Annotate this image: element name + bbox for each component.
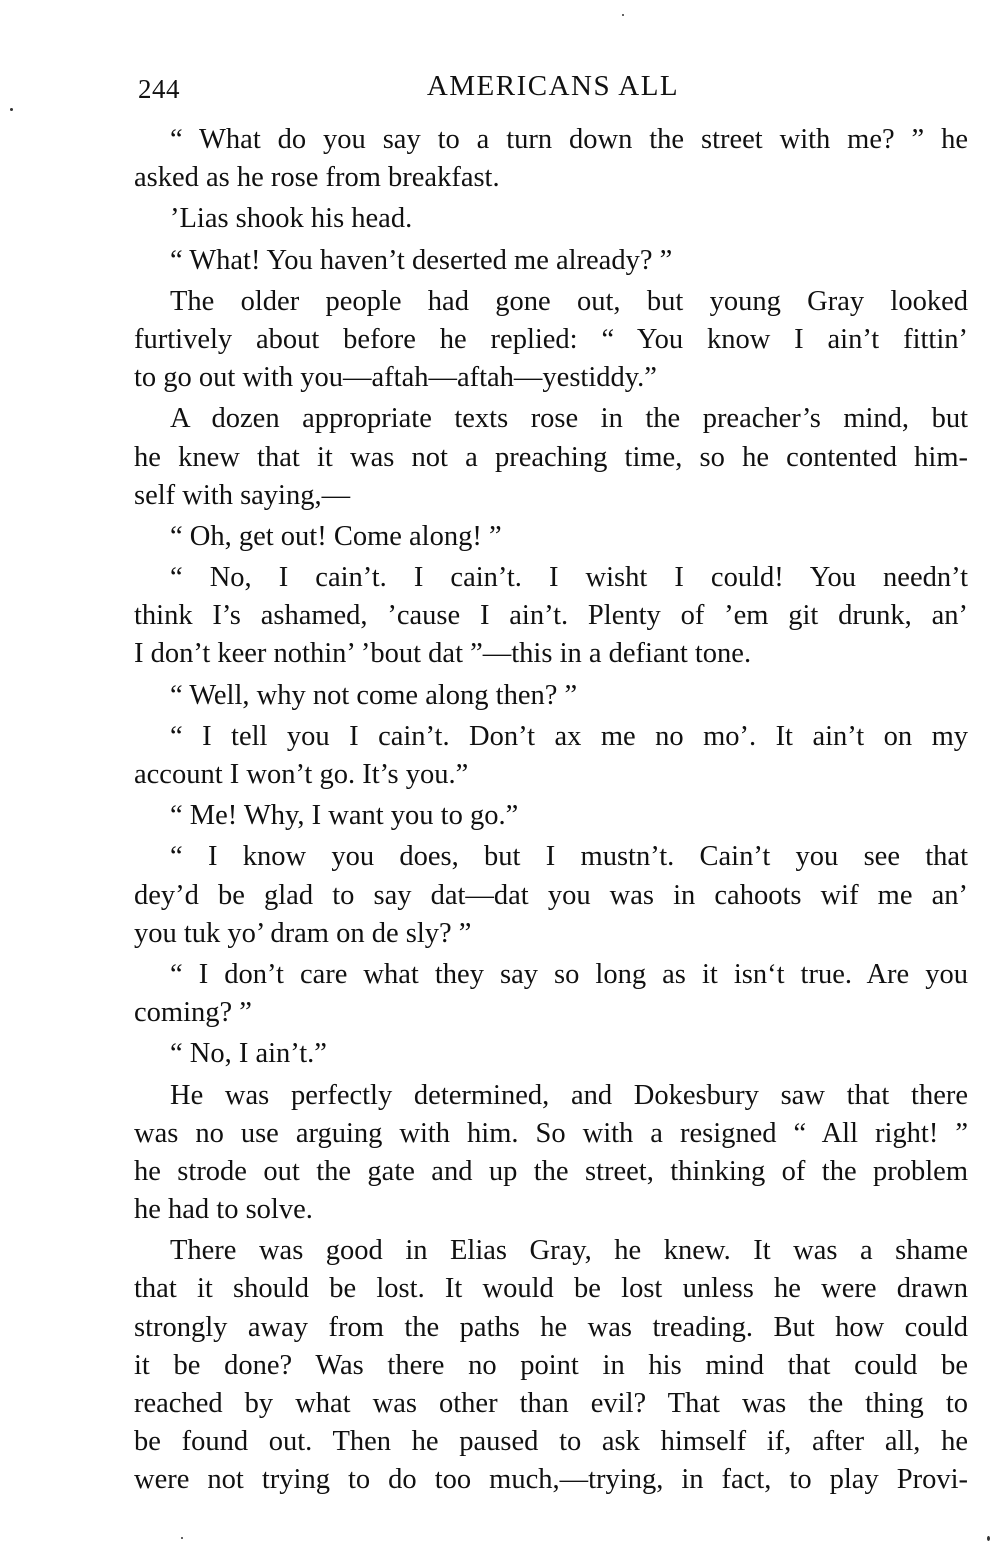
- text-line: furtively about before he replied: “ You know I ain’t fittin’: [134, 323, 968, 355]
- paragraph-first-line: “ Well, why not come along then? ”: [170, 679, 578, 711]
- page-number: 244: [138, 74, 180, 104]
- text-line: self with saying,—: [134, 479, 351, 511]
- paragraph-first-line: There was good in Elias Gray, he knew. It was a shame: [170, 1235, 968, 1267]
- text-line: were not trying to do too much,—trying, in fact, to play Provi-: [134, 1464, 968, 1496]
- text-line: that it should be lost. It would be lost unless he were drawn: [134, 1273, 968, 1305]
- paragraph-first-line: He was perfectly determined, and Dokesbury saw that there: [170, 1079, 968, 1111]
- text-line: he strode out the gate and up the street, thinking of the problem: [134, 1155, 968, 1187]
- scan-speck: [987, 1536, 990, 1541]
- paragraph-first-line: A dozen appropriate texts rose in the preacher’s mind, but: [170, 403, 968, 435]
- paragraph-first-line: “ No, I cain’t. I cain’t. I wisht I could! You needn’t: [170, 562, 968, 594]
- text-line: to go out with you—aftah—aftah—yestiddy.”: [134, 362, 657, 394]
- text-line: reached by what was other than evil? That was the thing to: [134, 1388, 968, 1419]
- text-line: coming? ”: [134, 997, 252, 1029]
- page-header: [138, 62, 968, 112]
- paragraph-first-line: ’Lias shook his head.: [170, 203, 413, 235]
- paragraph-first-line: The older people had gone out, but young Gray looked: [170, 285, 968, 317]
- text-line: account I won’t go. It’s you.”: [134, 759, 469, 790]
- text-line: asked as he rose from breakfast.: [134, 162, 500, 194]
- running-title: AMERICANS ALL: [426, 70, 680, 102]
- paragraph-first-line: “ What! You haven’t deserted me already? ”: [170, 244, 673, 276]
- text-line: think I’s ashamed, ’cause I ain’t. Plenty of ’em git drunk, an’: [134, 600, 968, 632]
- text-line: strongly away from the paths he was treading. But how could: [134, 1311, 968, 1343]
- paragraph-first-line: “ What do you say to a turn down the street with me? ” he: [170, 124, 968, 155]
- paragraph-first-line: “ I tell you I cain’t. Don’t ax me no mo’. It ain’t on my: [170, 720, 968, 752]
- scan-speck: [10, 108, 13, 111]
- text-line: dey’d be glad to say dat—dat you was in cahoots wif me an’: [134, 879, 968, 911]
- text-line: be found out. Then he paused to ask himself if, after all, he: [134, 1426, 968, 1458]
- paragraph-first-line: “ I know you does, but I mustn’t. Cain’t you see that: [170, 841, 968, 873]
- text-line: I don’t keer nothin’ ’bout dat ”—this in a defiant tone.: [134, 638, 752, 670]
- body-text: [134, 121, 968, 1500]
- scan-speck: [181, 1537, 183, 1539]
- paragraph-first-line: “ Me! Why, I want you to go.”: [170, 800, 519, 832]
- text-line: he had to solve.: [134, 1194, 313, 1226]
- paragraph-first-line: “ I don’t care what they say so long as it isn‘t true. Are you: [170, 958, 968, 990]
- text-line: you tuk yo’ dram on de sly? ”: [134, 917, 472, 949]
- text-line: he knew that it was not a preaching time, so he contented him-: [134, 441, 968, 473]
- scan-speck: [622, 14, 624, 16]
- paragraph-first-line: “ No, I ain’t.”: [170, 1038, 327, 1070]
- paragraph-first-line: “ Oh, get out! Come along! ”: [170, 520, 502, 552]
- text-line: was no use arguing with him. So with a resigned “ All right! ”: [134, 1117, 968, 1149]
- text-line: it be done? Was there no point in his mind that could be: [134, 1349, 968, 1381]
